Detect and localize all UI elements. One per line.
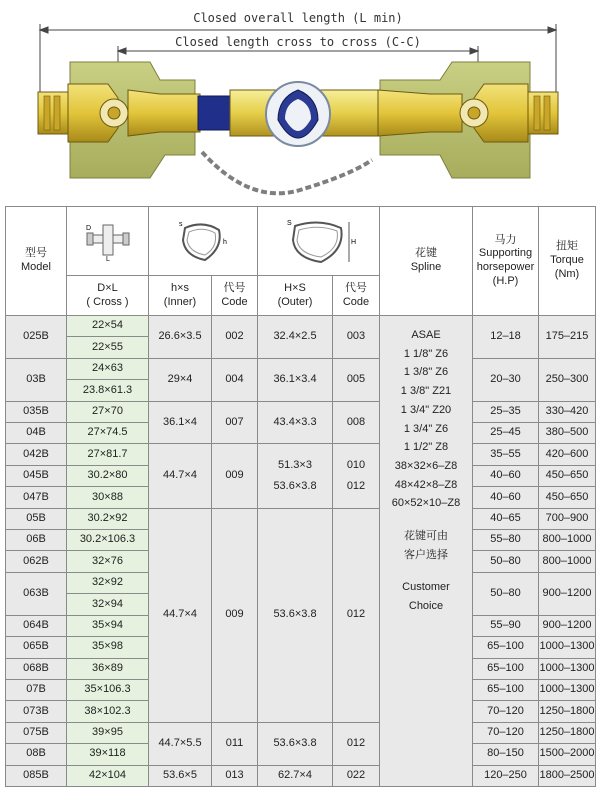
cross-icon-cell bbox=[67, 207, 149, 276]
code1-header bbox=[212, 276, 258, 316]
torque-cell: 1500–2000 bbox=[539, 744, 596, 765]
cross-size-cell: 35×94 bbox=[67, 615, 149, 636]
spline-header-en: Spline bbox=[410, 261, 442, 273]
torque-cell: 1000–1300 bbox=[539, 658, 596, 679]
cross-size-cell: 38×102.3 bbox=[67, 701, 149, 722]
spec-table bbox=[5, 206, 596, 787]
inner-header bbox=[149, 276, 212, 316]
outer-code-cell: 008 bbox=[333, 401, 380, 444]
outer-code-line-1: 012 bbox=[346, 480, 366, 493]
hp-header bbox=[473, 207, 539, 316]
model-cell: 035B bbox=[6, 401, 67, 422]
inner-tube-cell: 44.7×5.5 bbox=[149, 722, 212, 765]
spline-note-cn-line: 客户选择 bbox=[404, 548, 448, 561]
model-header-cn: 型号 bbox=[25, 247, 47, 260]
model-cell: 06B bbox=[6, 530, 67, 551]
torque-cell: 1000–1300 bbox=[539, 679, 596, 700]
horsepower-cell: 40–65 bbox=[473, 508, 539, 529]
horsepower-cell: 120–250 bbox=[473, 765, 539, 786]
torque-cell: 800–1000 bbox=[539, 551, 596, 572]
hp-header-cn: 马力 bbox=[494, 233, 517, 246]
spline-note-cn bbox=[380, 527, 472, 564]
horsepower-cell: 20–30 bbox=[473, 358, 539, 401]
outer-tube-cell: 62.7×4 bbox=[258, 765, 333, 786]
icon-label-s: s bbox=[179, 221, 183, 228]
inner-tube-cell: 44.7×4 bbox=[149, 508, 212, 722]
cross-size-cell: 30.2×106.3 bbox=[67, 530, 149, 551]
outer-code-cell: 022 bbox=[333, 765, 380, 786]
cross-length-label: Closed length cross to cross (C-C) bbox=[175, 35, 421, 49]
cross-header-main: D×L bbox=[97, 281, 118, 294]
torque-header-en2: (Nm) bbox=[554, 267, 580, 280]
model-cell: 025B bbox=[6, 316, 67, 359]
outer-code-cell bbox=[333, 444, 380, 508]
outer-header bbox=[258, 276, 333, 316]
outer-header-main: H×S bbox=[284, 281, 306, 294]
horsepower-cell: 25–45 bbox=[473, 423, 539, 444]
code2-header-en: Code bbox=[342, 295, 370, 308]
hp-header-en2: horsepower bbox=[476, 261, 535, 273]
inner-tube-cell: 53.6×5 bbox=[149, 765, 212, 786]
outer-tube-cell bbox=[258, 444, 333, 508]
outer-code-cell: 012 bbox=[333, 722, 380, 765]
cross-size-cell: 30×88 bbox=[67, 487, 149, 508]
horsepower-cell: 50–80 bbox=[473, 551, 539, 572]
torque-cell: 1250–1800 bbox=[539, 701, 596, 722]
icon-label-upper-h: H bbox=[350, 239, 356, 246]
spline-note-cn-line: 花键可由 bbox=[404, 530, 448, 543]
cross-size-cell: 42×104 bbox=[67, 765, 149, 786]
inner-code-cell: 013 bbox=[212, 765, 258, 786]
horsepower-cell: 25–35 bbox=[473, 401, 539, 422]
inner-code-cell: 009 bbox=[212, 508, 258, 722]
spline-option: 48×42×8–Z8 bbox=[394, 478, 458, 491]
horsepower-cell: 70–120 bbox=[473, 722, 539, 743]
torque-header-cn: 扭矩 bbox=[556, 240, 578, 253]
outer-tube-line-1: 53.6×3.8 bbox=[273, 480, 317, 493]
model-cell: 04B bbox=[6, 423, 67, 444]
outer-tube-cell: 36.1×3.4 bbox=[258, 358, 333, 401]
torque-cell: 450–650 bbox=[539, 465, 596, 486]
hp-header-en1: Supporting bbox=[478, 247, 533, 260]
torque-cell: 450–650 bbox=[539, 487, 596, 508]
model-cell: 047B bbox=[6, 487, 67, 508]
inner-tube-profile-icon bbox=[175, 218, 231, 264]
inner-tube-icon-cell bbox=[149, 207, 258, 276]
model-cell: 062B bbox=[6, 551, 67, 572]
telescopic-tubes bbox=[198, 82, 380, 146]
horsepower-cell: 65–100 bbox=[473, 637, 539, 658]
safety-chain bbox=[202, 152, 372, 193]
torque-cell: 250–300 bbox=[539, 358, 596, 401]
model-cell: 073B bbox=[6, 701, 67, 722]
cross-size-cell: 32×92 bbox=[67, 572, 149, 593]
inner-tube-cell: 26.6×3.5 bbox=[149, 316, 212, 359]
table-row bbox=[6, 316, 596, 337]
outer-tube-line-0: 51.3×3 bbox=[278, 459, 312, 472]
horsepower-cell: 50–80 bbox=[473, 572, 539, 615]
cross-size-cell: 39×118 bbox=[67, 744, 149, 765]
spline-note-en-line: Choice bbox=[408, 600, 444, 613]
horsepower-cell: 12–18 bbox=[473, 316, 539, 359]
icon-label-upper-s: S bbox=[286, 220, 292, 227]
spec-table-body bbox=[6, 316, 596, 787]
model-cell: 042B bbox=[6, 444, 67, 465]
horsepower-cell: 80–150 bbox=[473, 744, 539, 765]
torque-cell: 700–900 bbox=[539, 508, 596, 529]
horsepower-cell: 65–100 bbox=[473, 679, 539, 700]
inner-code-cell: 002 bbox=[212, 316, 258, 359]
right-yoke bbox=[378, 62, 558, 178]
cross-size-cell: 35×106.3 bbox=[67, 679, 149, 700]
inner-code-cell: 009 bbox=[212, 444, 258, 508]
spline-option: ASAE bbox=[411, 329, 441, 341]
code1-header-cn: 代号 bbox=[223, 281, 246, 294]
torque-header bbox=[539, 207, 596, 316]
cross-joint-icon bbox=[85, 221, 131, 261]
model-header-en: Model bbox=[21, 261, 51, 273]
horsepower-cell: 40–60 bbox=[473, 487, 539, 508]
spline-option: 38×32×6–Z8 bbox=[394, 459, 458, 472]
torque-cell: 900–1200 bbox=[539, 615, 596, 636]
cross-size-cell: 24×63 bbox=[67, 358, 149, 379]
model-cell: 065B bbox=[6, 637, 67, 658]
cross-size-cell: 27×70 bbox=[67, 401, 149, 422]
code1-header-en: Code bbox=[221, 295, 248, 308]
model-cell: 085B bbox=[6, 765, 67, 786]
cross-size-cell: 23.8×61.3 bbox=[67, 380, 149, 401]
cross-size-cell: 30.2×92 bbox=[67, 508, 149, 529]
horsepower-cell: 35–55 bbox=[473, 444, 539, 465]
inner-header-main: h×s bbox=[170, 281, 190, 294]
horsepower-cell: 65–100 bbox=[473, 658, 539, 679]
code2-header-cn: 代号 bbox=[345, 281, 367, 294]
spline-option: 1 3/8" Z6 bbox=[403, 366, 449, 379]
cross-size-cell: 27×81.7 bbox=[67, 444, 149, 465]
cross-size-cell: 36×89 bbox=[67, 658, 149, 679]
inner-code-cell: 007 bbox=[212, 401, 258, 444]
code2-header bbox=[333, 276, 380, 316]
model-cell: 075B bbox=[6, 722, 67, 743]
inner-tube-cell: 44.7×4 bbox=[149, 444, 212, 508]
spline-option: 1 3/4" Z20 bbox=[400, 403, 452, 416]
outer-header-sub: (Outer) bbox=[277, 295, 313, 308]
cross-size-cell: 32×94 bbox=[67, 594, 149, 615]
torque-cell: 1000–1300 bbox=[539, 637, 596, 658]
model-cell: 03B bbox=[6, 358, 67, 401]
horsepower-cell: 55–80 bbox=[473, 530, 539, 551]
icon-label-h: h bbox=[223, 239, 227, 246]
outer-code-cell: 005 bbox=[333, 358, 380, 401]
spline-option: 1 1/2" Z8 bbox=[403, 441, 449, 454]
horsepower-cell: 40–60 bbox=[473, 465, 539, 486]
model-cell: 068B bbox=[6, 658, 67, 679]
outer-tube-cell: 43.4×3.3 bbox=[258, 401, 333, 444]
model-cell: 045B bbox=[6, 465, 67, 486]
pto-shaft-drawing bbox=[0, 0, 600, 205]
horsepower-cell: 70–120 bbox=[473, 701, 539, 722]
inner-tube-cell: 29×4 bbox=[149, 358, 212, 401]
spline-option: 1 3/4" Z6 bbox=[403, 422, 449, 435]
torque-cell: 330–420 bbox=[539, 401, 596, 422]
inner-code-cell: 004 bbox=[212, 358, 258, 401]
torque-cell: 900–1200 bbox=[539, 572, 596, 615]
cross-header-sub: ( Cross ) bbox=[86, 295, 129, 308]
cross-header bbox=[67, 276, 149, 316]
model-cell: 08B bbox=[6, 744, 67, 765]
cross-size-cell: 39×95 bbox=[67, 722, 149, 743]
torque-cell: 380–500 bbox=[539, 423, 596, 444]
torque-cell: 420–600 bbox=[539, 444, 596, 465]
outer-tube-icon-cell bbox=[258, 207, 380, 276]
torque-cell: 1800–2500 bbox=[539, 765, 596, 786]
model-cell: 05B bbox=[6, 508, 67, 529]
spline-option: 60×52×10–Z8 bbox=[391, 497, 461, 510]
torque-cell: 175–215 bbox=[539, 316, 596, 359]
outer-tube-cell: 32.4×2.5 bbox=[258, 316, 333, 359]
icon-label-l: L bbox=[105, 256, 110, 261]
torque-cell: 1250–1800 bbox=[539, 722, 596, 743]
table-row bbox=[6, 722, 596, 743]
outer-tube-cell: 53.6×3.8 bbox=[258, 508, 333, 722]
spline-option: 1 3/8" Z21 bbox=[400, 385, 452, 398]
horsepower-cell: 55–90 bbox=[473, 615, 539, 636]
spline-note-en-line: Customer bbox=[402, 581, 450, 594]
spline-header-cn: 花键 bbox=[415, 247, 437, 260]
model-cell: 07B bbox=[6, 679, 67, 700]
overall-length-label: Closed overall length (L min) bbox=[193, 11, 403, 25]
inner-tube-cell: 36.1×4 bbox=[149, 401, 212, 444]
inner-header-sub: (Inner) bbox=[163, 295, 197, 308]
outer-tube-cell: 53.6×3.8 bbox=[258, 722, 333, 765]
cross-size-cell: 35×98 bbox=[67, 637, 149, 658]
outer-code-cell: 003 bbox=[333, 316, 380, 359]
header-row-top bbox=[6, 207, 596, 276]
table-row bbox=[6, 358, 596, 379]
inner-code-cell: 011 bbox=[212, 722, 258, 765]
table-row bbox=[6, 765, 596, 786]
cross-size-cell: 27×74.5 bbox=[67, 423, 149, 444]
spline-list bbox=[380, 326, 472, 513]
torque-header-en1: Torque bbox=[550, 254, 584, 267]
spline-header bbox=[380, 207, 473, 316]
cross-size-cell: 22×54 bbox=[67, 316, 149, 337]
spline-cell bbox=[380, 316, 473, 787]
outer-code-line-0: 010 bbox=[346, 459, 366, 472]
table-row bbox=[6, 508, 596, 529]
cross-size-cell: 30.2×80 bbox=[67, 465, 149, 486]
model-header bbox=[6, 207, 67, 316]
model-cell: 063B bbox=[6, 572, 67, 615]
outer-code-cell: 012 bbox=[333, 508, 380, 722]
cross-size-cell: 32×76 bbox=[67, 551, 149, 572]
model-cell: 064B bbox=[6, 615, 67, 636]
outer-tube-profile-icon bbox=[281, 216, 357, 266]
spline-note-en bbox=[380, 578, 472, 615]
table-row bbox=[6, 444, 596, 465]
hp-header-en3: (H.P) bbox=[492, 274, 519, 287]
torque-cell: 800–1000 bbox=[539, 530, 596, 551]
cross-size-cell: 22×55 bbox=[67, 337, 149, 358]
icon-label-d: D bbox=[85, 225, 91, 232]
table-row bbox=[6, 401, 596, 422]
spline-option: 1 1/8" Z6 bbox=[403, 347, 449, 360]
left-yoke bbox=[38, 62, 200, 178]
